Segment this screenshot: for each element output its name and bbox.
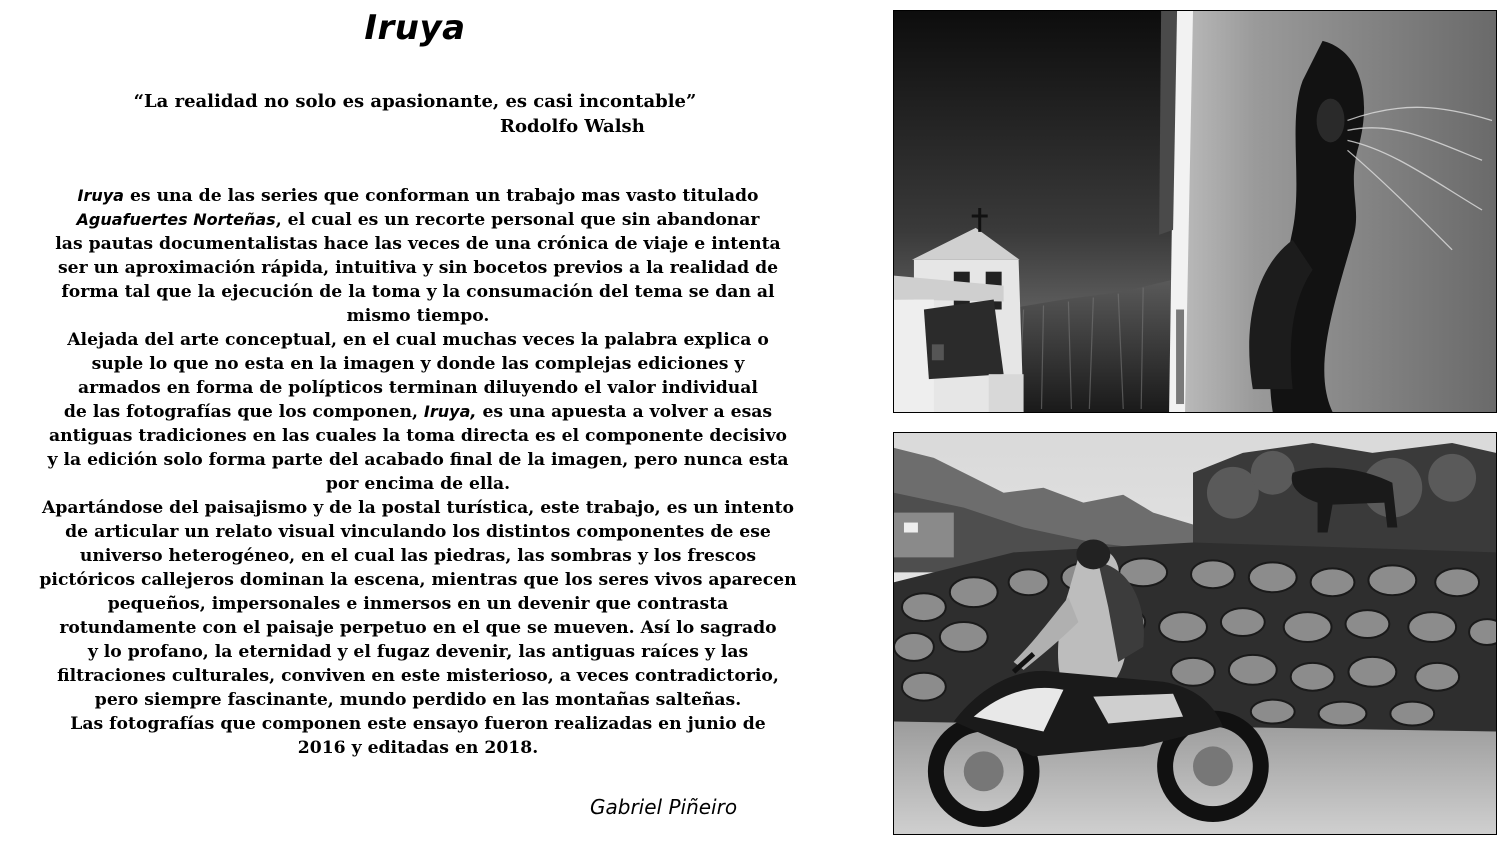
essay-text: de las fotografías que los componen, — [63, 402, 424, 422]
essay-line — [8, 208, 828, 232]
essay-text: , el cual es un recorte personal que sin abandonar — [275, 210, 760, 230]
essay-line: universo heterogéneo, en el cual las piedras, las sombras y los frescos — [79, 546, 757, 566]
epigraph-quote: “La realidad no solo es apasionante, es casi incontable” — [133, 91, 697, 112]
essay-line — [8, 400, 828, 424]
church-mural-photo — [893, 10, 1497, 413]
essay-line: armados en forma de polípticos terminan diluyendo el valor individual — [78, 378, 758, 398]
church-mural-image — [894, 11, 1496, 412]
essay-line: Apartándose del paisajismo y de la postal turística, este trabajo, es un intento — [41, 498, 795, 518]
essay-line: y la edición solo forma parte del acabado final de la imagen, pero nunca esta — [47, 450, 789, 470]
essay-line: mismo tiempo. — [346, 306, 490, 326]
emphasis-work-title: Aguafuertes Norteñas — [76, 210, 276, 229]
motorcycle-image — [894, 433, 1496, 834]
author-signature: Gabriel Piñeiro — [590, 795, 738, 819]
motorcycle-stone-wall-photo — [893, 432, 1497, 835]
essay-line: 2016 y editadas en 2018. — [297, 738, 539, 758]
essay-line: pictóricos callejeros dominan la escena, mientras que los seres vivos aparecen — [39, 570, 797, 590]
emphasis-series-name: Iruya — [77, 186, 124, 205]
essay-line: y lo profano, la eternidad y el fugaz devenir, las antiguas raíces y las — [87, 642, 749, 662]
essay-line: Alejada del arte conceptual, en el cual muchas veces la palabra explica o — [67, 330, 769, 350]
essay-text: es una de las series que conforman un trabajo mas vasto titulado — [123, 186, 759, 206]
essay-line: antiguas tradiciones en las cuales la toma directa es el componente decisivo — [48, 426, 788, 446]
essay-line: de articular un relato visual vinculando los distintos componentes de ese — [65, 522, 771, 542]
essay-body — [8, 184, 828, 760]
essay-line — [8, 184, 828, 208]
essay-line: ser un aproximación rápida, intuitiva y sin bocetos previos a la realidad de — [57, 258, 779, 278]
essay-line: por encima de ella. — [325, 474, 511, 494]
essay-line: pero siempre fascinante, mundo perdido en las montañas salteñas. — [94, 690, 742, 710]
essay-line: las pautas documentalistas hace las veces de una crónica de viaje e intenta — [55, 234, 781, 254]
essay-line: pequeños, impersonales e inmersos en un devenir que contrasta — [107, 594, 729, 614]
emphasis-series-name: Iruya, — [423, 402, 477, 421]
epigraph-author: Rodolfo Walsh — [500, 116, 645, 137]
essay-line: filtraciones culturales, conviven en este misterioso, a veces contradictorio, — [57, 666, 779, 686]
essay-line: forma tal que la ejecución de la toma y la consumación del tema se dan al — [61, 282, 775, 302]
essay-text: es una apuesta a volver a esas — [476, 402, 773, 422]
essay-line: suple lo que no esta en la imagen y donde las complejas ediciones y — [91, 354, 745, 374]
page-title: Iruya — [364, 8, 466, 48]
essay-line: rotundamente con el paisaje perpetuo en el que se mueven. Así lo sagrado — [59, 618, 777, 638]
essay-line: Las fotografías que componen este ensayo fueron realizadas en junio de — [70, 714, 766, 734]
